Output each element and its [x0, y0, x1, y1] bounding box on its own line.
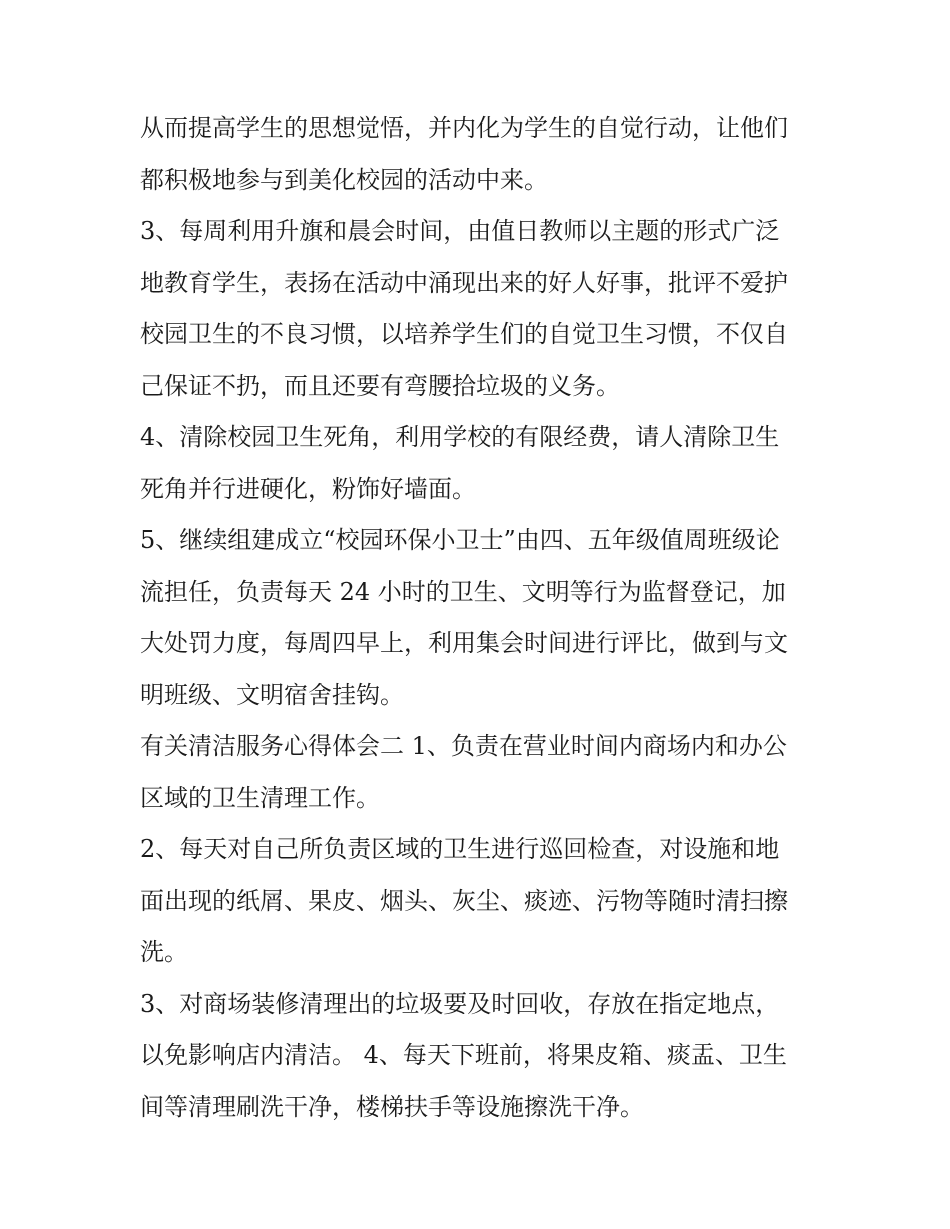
text-line: 5、继续组建成立“校园环保小卫士”由四、五年级值周班级论 [140, 526, 780, 554]
text-line: 己保证不扔，而且还要有弯腰拾垃圾的义务。 [140, 371, 620, 400]
text-line: 面出现的纸屑、果皮、烟头、灰尘、痰迹、污物等随时清扫擦 [140, 886, 788, 915]
text-line: 间等清理刷洗干净，楼梯扶手等设施擦洗干净。 [140, 1092, 644, 1121]
text-line: 明班级、文明宿舍挂钩。 [140, 680, 404, 709]
text-line: 区域的卫生清理工作。 [140, 783, 380, 812]
paragraph-item-5 [140, 515, 820, 721]
paragraph-item-4 [140, 412, 820, 515]
text-line: 从而提高学生的思想觉悟，并内化为学生的自觉行动，让他们 [140, 114, 788, 142]
paragraph-section-two-item-1 [140, 721, 820, 824]
text-line: 流担任，负责每天 24 小时的卫生、文明等行为监督登记，加 [140, 577, 786, 606]
text-line: 2、每天对自己所负责区域的卫生进行巡回检查，对设施和地 [140, 835, 780, 863]
text-line: 大处罚力度，每周四早上，利用集会时间进行评比，做到与文 [140, 629, 788, 657]
text-line: 地教育学生，表扬在活动中涌现出来的好人好事，批评不爱护 [140, 268, 788, 297]
paragraph-section-two-item-3 [140, 979, 820, 1134]
text-line: 洗。 [140, 938, 188, 966]
document-body [140, 103, 820, 1133]
text-line: 校园卫生的不良习惯，以培养学生们的自觉卫生习惯，不仅自 [140, 320, 788, 348]
text-line: 有关清洁服务心得体会二 1、负责在营业时间内商场内和办公 [140, 732, 787, 760]
text-line: 以免影响店内清洁。 4、每天下班前，将果皮箱、痰盂、卫生 [140, 1041, 787, 1069]
text-line: 3、每周利用升旗和晨会时间，由值日教师以主题的形式广泛 [140, 217, 780, 245]
paragraph-item-3 [140, 206, 820, 412]
text-line: 4、清除校园卫生死角，利用学校的有限经费，请人清除卫生 [140, 423, 780, 451]
text-line: 3、对商场装修清理出的垃圾要及时回收，存放在指定地点， [140, 989, 780, 1018]
text-line: 死角并行进硬化，粉饰好墙面。 [140, 474, 476, 503]
paragraph-intro-continuation [140, 103, 820, 206]
text-line: 都积极地参与到美化校园的活动中来。 [140, 165, 548, 194]
paragraph-section-two-item-2 [140, 824, 820, 979]
